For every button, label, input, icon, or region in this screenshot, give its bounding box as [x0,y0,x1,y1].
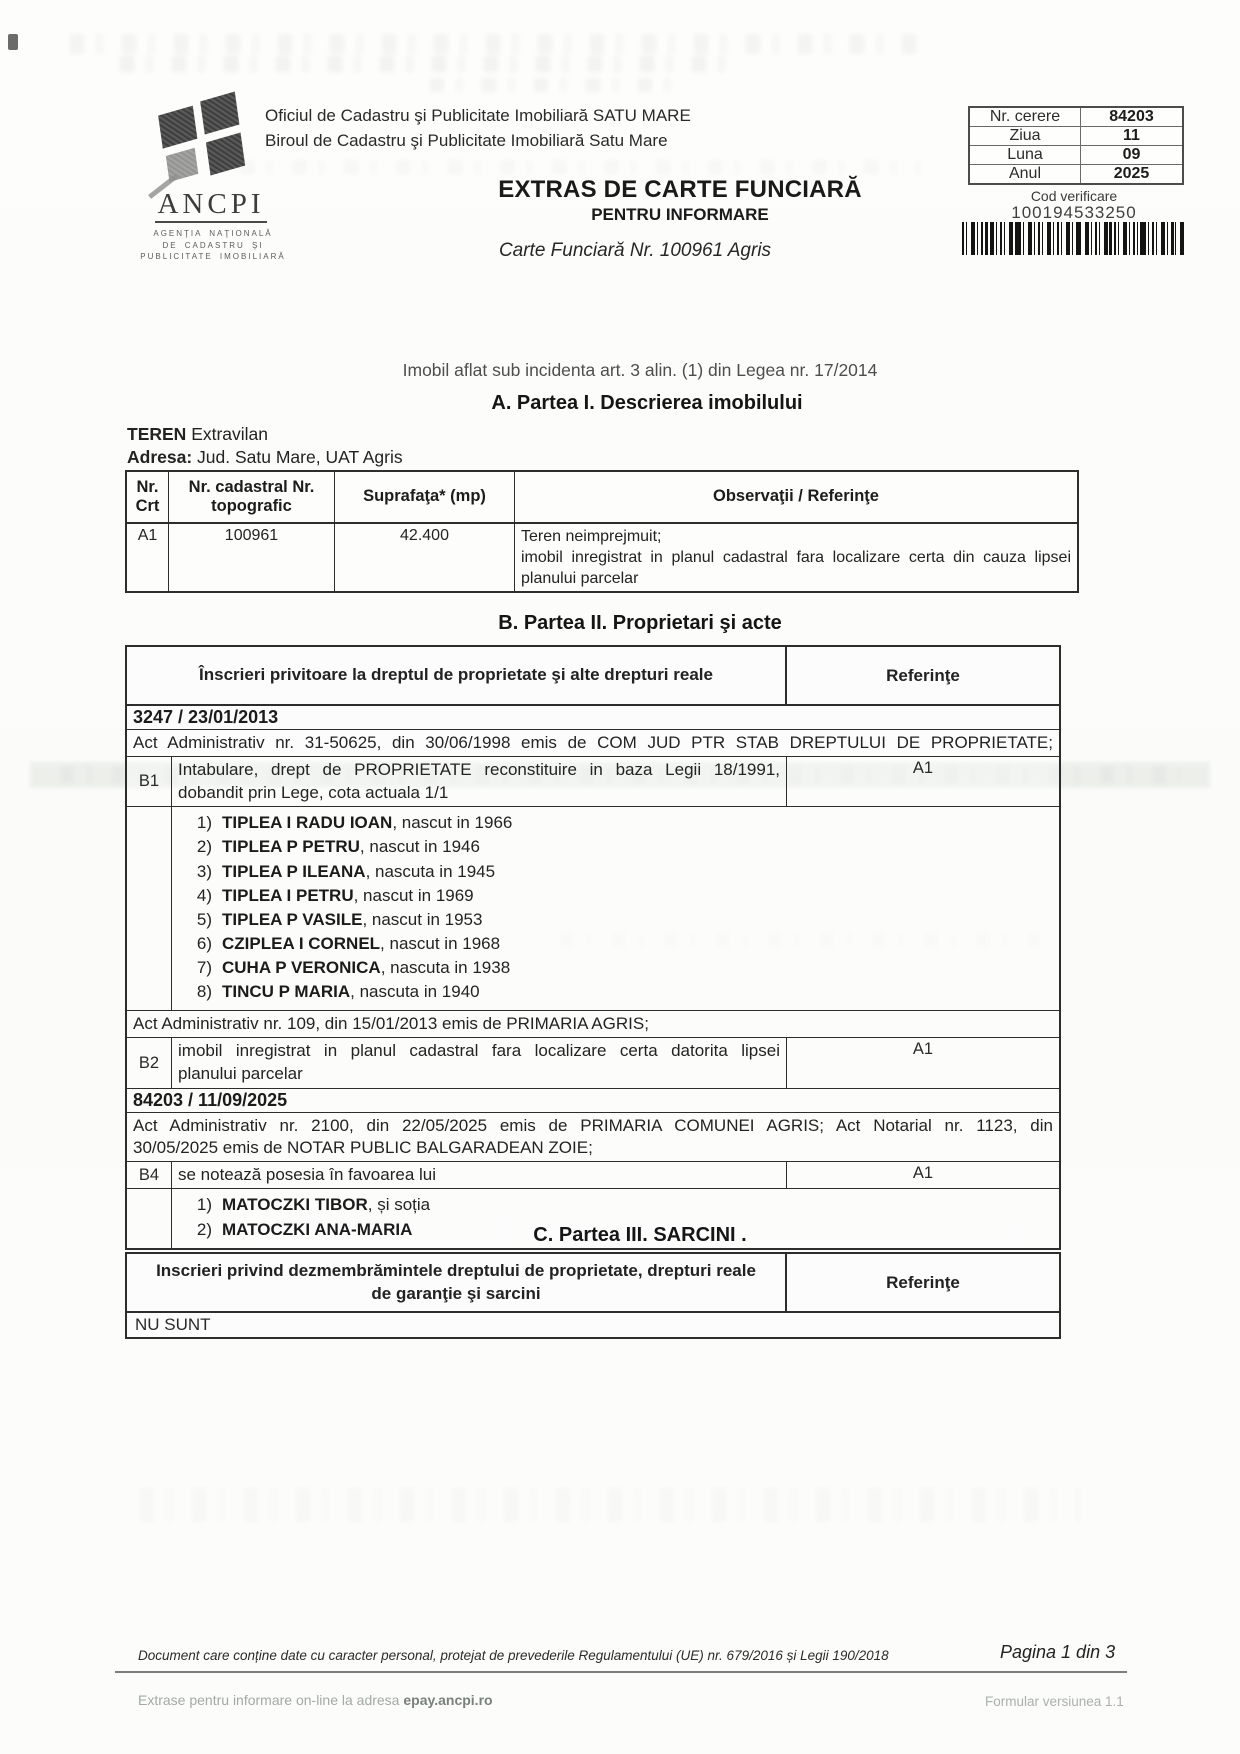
footer-form-version: Formular versiunea 1.1 [985,1694,1124,1709]
owner-number: 3) [196,861,212,881]
col-observatii: Observaţii / Referinţe [713,487,879,506]
owner-list-item [186,860,1053,884]
act-row: Act Administrativ nr. 2100, din 22/05/2025 emis de PRIMARIA COMUNEI AGRIS; Act Notarial nr. 1123, din 30/05/2025 emis de NOTAR PUBLIC BALGARADEAN ZOIE; [127,1113,1059,1162]
owner-list-item [186,908,1053,932]
entry-reference: A1 [912,1163,934,1182]
request-value: 84203 [1080,108,1182,126]
ancpi-acronym: ANCPI [136,188,286,221]
owner-number: 7) [196,958,212,978]
entry-b2 [127,1038,1059,1088]
request-row [970,165,1182,183]
office-line1: Oficiul de Cadastru şi Publicitate Imobiliară SATU MARE [265,106,691,125]
owner-suffix: , nascuta in 1945 [365,861,496,881]
entry-reference: A1 [912,759,934,778]
registration-number-row: 3247 / 23/01/2013 [127,706,1059,730]
owner-number: 8) [196,982,212,1002]
owner-name: TINCU P MARIA [222,982,351,1002]
part-b-col2-header: Referinţe [886,665,960,685]
col-suprafata: Suprafaţa* (mp) [335,472,515,522]
request-info-table [968,106,1184,185]
owner-suffix: , nascut in 1966 [392,813,513,833]
owner-list-item [186,884,1053,908]
verification-code-label: Cod verificare [1030,188,1118,204]
part-b-table-header [127,647,1059,706]
possessor-list-item [186,1193,1053,1217]
owner-suffix: , nascut in 1946 [359,837,480,857]
owner-name: CZIPLEA I CORNEL [222,933,381,953]
owner-list-item [186,956,1053,980]
land-book-number: Carte Funciară Nr. 100961 Agris [498,240,772,261]
request-row [970,127,1182,146]
scan-speck [8,34,18,50]
part-a-table-row [127,524,1077,591]
title-line1: EXTRAS DE CARTE FUNCIARĂ [498,176,862,203]
land-type-value: Extravilan [191,424,269,444]
request-value: 09 [1080,146,1182,164]
possessor-number: 2) [196,1219,212,1239]
cell-observatii: Teren neimprejmuit; imobil inregistrat in planul cadastral fara localizare certa din cauza lipsei planului parcelar [521,528,1071,588]
entry-b4 [127,1162,1059,1190]
registration-number-row: 84203 / 11/09/2025 [127,1089,1059,1113]
owner-name: CUHA P VERONICA [222,958,381,978]
bleed-through-artifact [140,1488,1080,1522]
owner-name: TIPLEA I RADU IOAN [222,813,393,833]
entry-text: imobil inregistrat in planul cadastral fara localizare certa datorita lipsei planului parcelar [172,1038,787,1087]
footer-privacy-note: Document care conține date cu caracter personal, protejat de prevederile Regulamentului (UE) nr. 679/2016 și Legii 190/2018 [138,1648,889,1663]
bleed-through-artifact [240,160,920,174]
barcode [962,222,1186,255]
title-line2: PENTRU INFORMARE [591,205,769,224]
col-nr-crt: Nr. Crt [127,472,169,522]
request-value: 11 [1080,127,1182,145]
part-c-col1-header: Inscrieri privind dezmembrămintele dreptului de proprietate, drepturi reale de garanţie şi sarcini [127,1254,787,1311]
document-title [420,176,940,225]
owner-suffix: , nascut in 1969 [353,885,474,905]
request-row [970,146,1182,165]
cell-suprafata: 42.400 [335,524,515,591]
address-value: Jud. Satu Mare, UAT Agris [197,447,403,467]
footer-online-url: epay.ancpi.ro [403,1692,493,1708]
cell-nr-crt: A1 [127,524,169,591]
owner-suffix: , nascuta in 1940 [350,982,480,1002]
address-line [127,447,403,468]
entry-reference: A1 [912,1040,934,1059]
request-label: Ziua [1009,127,1041,144]
legal-notice: Imobil aflat sub incidenta art. 3 alin. (1) din Legea nr. 17/2014 [402,360,878,380]
owner-suffix: , nascut in 1968 [380,933,501,953]
part-c-title: C. Partea III. SARCINI . [533,1224,747,1246]
part-b-title: B. Partea II. Proprietari şi acte [498,612,782,634]
part-a-title: A. Partea I. Descrierea imobilului [491,392,803,414]
entry-text: se notează posesia în favoarea lui [172,1162,787,1189]
entry-b1 [127,757,1059,807]
verification-code-value: 100194533250 [1011,203,1137,222]
bleed-through-artifact [70,34,920,54]
owner-list-item [186,980,1053,1004]
owner-name: TIPLEA P VASILE [222,909,363,929]
owner-list-item [186,835,1053,859]
ancpi-subtitle: AGENŢIA NAŢIONALĂ DE CADASTRU ŞI PUBLICITATE IMOBILIARĂ [140,229,286,262]
owner-number: 5) [196,909,212,929]
part-a-table [125,470,1079,593]
entry-label: B4 [127,1162,172,1189]
address-label: Adresa: [127,447,193,467]
part-c-table-header [127,1254,1059,1313]
owner-number: 1) [196,813,212,833]
owners-list [127,807,1059,1011]
owner-suffix: , nascut in 1953 [362,909,483,929]
bleed-through-artifact [120,56,740,72]
owner-name: TIPLEA P ILEANA [222,861,366,881]
possessor-name: MATOCZKI ANA-MARIA [222,1219,413,1239]
land-type-label: TEREN [127,424,187,444]
owner-name: TIPLEA P PETRU [222,837,360,857]
bleed-through-artifact [430,78,690,92]
col-cadastral: Nr. cadastral Nr. topografic [169,472,335,522]
footer-divider [115,1671,1127,1673]
part-c-empty-row: NU SUNT [135,1315,211,1334]
act-row: Act Administrativ nr. 109, din 15/01/2013 emis de PRIMARIA AGRIS; [127,1011,1059,1038]
owner-name: TIPLEA I PETRU [222,885,354,905]
owner-number: 6) [196,933,212,953]
land-type-line [127,424,268,445]
owner-number: 2) [196,837,212,857]
possessor-name: MATOCZKI TIBOR [222,1195,368,1215]
part-b-col1-header: Înscrieri privitoare la dreptul de proprietate şi alte drepturi reale [127,647,787,704]
office-header [265,104,691,153]
request-value: 2025 [1080,165,1182,183]
part-b-table [125,645,1061,1250]
request-label: Luna [1007,146,1043,163]
footer-page-number: Pagina 1 din 3 [1000,1642,1116,1662]
entry-label: B2 [127,1038,172,1087]
entry-label: B1 [127,757,172,806]
owner-number: 4) [196,885,212,905]
act-row: Act Administrativ nr. 31-50625, din 30/06/1998 emis de COM JUD PTR STAB DREPTULUI DE PROPRIETATE; [127,730,1059,757]
footer-online-note: Extrase pentru informare on-line la adresa epay.ancpi.ro [138,1692,493,1708]
request-label: Nr. cerere [989,108,1061,125]
request-label: Anul [1008,165,1042,182]
entry-text: Intabulare, drept de PROPRIETATE reconstituire in baza Legii 18/1991, dobandit prin Lege, cota actuala 1/1 [172,757,787,806]
owner-list-item [186,932,1053,956]
office-line2: Biroul de Cadastru şi Publicitate Imobiliară Satu Mare [265,130,668,150]
part-a-table-header [127,472,1077,524]
possessor-suffix: , și soția [367,1195,431,1215]
owner-suffix: , nascuta in 1938 [380,958,511,978]
owner-list-item [186,811,1053,835]
part-c-table [125,1252,1061,1339]
request-row [970,108,1182,127]
cell-cadastral: 100961 [169,524,335,591]
part-c-col2-header: Referinţe [886,1272,960,1292]
possessor-number: 1) [196,1195,212,1215]
